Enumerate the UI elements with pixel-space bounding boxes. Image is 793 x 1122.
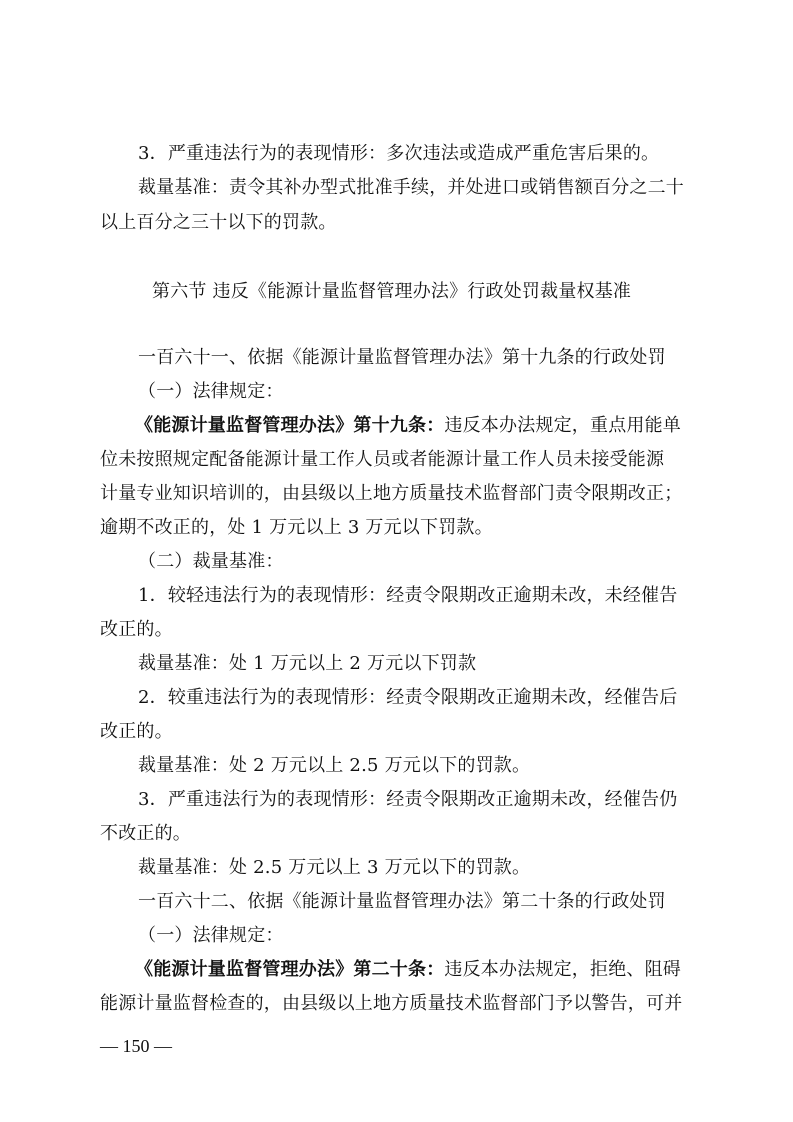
text-line: 3．严重违法行为的表现情形：经责令限期改正逾期未改，经催告仍 bbox=[138, 789, 678, 810]
text-line: 改正的。 bbox=[100, 721, 173, 742]
text-line: 2．较重违法行为的表现情形：经责令限期改正逾期未改，经催告后 bbox=[138, 687, 678, 708]
article-title: 《能源计量监督管理办法》第十九条： bbox=[135, 415, 445, 436]
text-line: 裁量基准：处 2.5 万元以上 3 万元以下的罚款。 bbox=[138, 857, 531, 878]
article-title: 《能源计量监督管理办法》第二十条： bbox=[135, 959, 445, 980]
article-text: 违反本办法规定，拒绝、阻碍 bbox=[444, 959, 682, 980]
text-line: 能源计量监督检查的，由县级以上地方质量技术监督部门予以警告，可并 bbox=[100, 993, 683, 1014]
text-line: 3．严重违法行为的表现情形：多次违法或造成严重危害后果的。 bbox=[138, 143, 660, 164]
page-number: — 150 — bbox=[100, 1036, 172, 1056]
text-line: （二）裁量基准： bbox=[138, 551, 284, 572]
text-line: 计量专业知识培训的，由县级以上地方质量技术监督部门责令限期改正； bbox=[100, 483, 683, 504]
text-line: 裁量基准：处 1 万元以上 2 万元以下罚款 bbox=[138, 653, 477, 674]
text-line: 一百六十一、依据《能源计量监督管理办法》第十九条的行政处罚 bbox=[138, 347, 666, 368]
text-line: 裁量基准：责令其补办型式批准手续，并处进口或销售额百分之二十 bbox=[138, 177, 684, 198]
text-line: 裁量基准：处 2 万元以上 2.5 万元以下的罚款。 bbox=[138, 755, 531, 776]
text-line: （一）法律规定： bbox=[138, 925, 284, 946]
article-text: 违反本办法规定，重点用能单 bbox=[444, 415, 682, 436]
text-line: 不改正的。 bbox=[100, 823, 191, 844]
text-line: 以上百分之三十以下的罚款。 bbox=[100, 212, 337, 233]
text-line: 改正的。 bbox=[100, 619, 173, 640]
article-line bbox=[135, 414, 681, 438]
section-heading: 第六节 违反《能源计量监督管理办法》行政处罚裁量权基准 bbox=[152, 281, 632, 302]
text-line: 逾期不改正的，处 1 万元以上 3 万元以下罚款。 bbox=[100, 517, 493, 538]
text-line: 1．较轻违法行为的表现情形：经责令限期改正逾期未改，未经催告 bbox=[138, 585, 678, 606]
article-line bbox=[135, 958, 681, 982]
text-line: 位未按照规定配备能源计量工作人员或者能源计量工作人员未接受能源 bbox=[100, 449, 665, 470]
text-line: 一百六十二、依据《能源计量监督管理办法》第二十条的行政处罚 bbox=[138, 891, 666, 912]
text-line: （一）法律规定： bbox=[138, 381, 284, 402]
